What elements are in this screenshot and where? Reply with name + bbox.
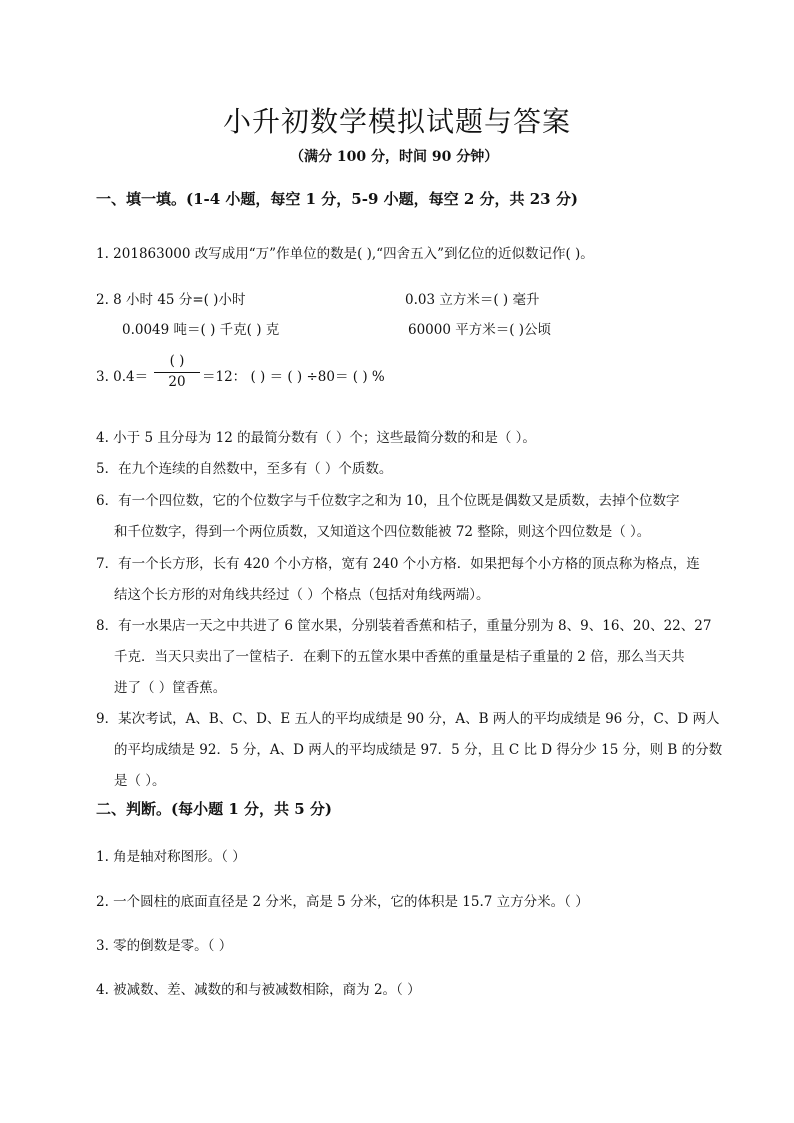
question-2-3: 3. 零的倒数是零。（ ） <box>96 938 233 954</box>
question-1-4: 4. 小于 5 且分母为 12 的最简分数有（ ）个；这些最简分数的和是（ ）。 <box>96 430 536 446</box>
question-1-6a: 6．有一个四位数，它的个位数字与千位数字之和为 10，且个位既是偶数又是质数，去掉个位数字 <box>96 493 680 509</box>
question-2-4: 4. 被减数、差、减数的和与被减数相除，商为 2。（ ） <box>96 982 421 998</box>
question-1-9c: 是（ ）。 <box>114 773 166 789</box>
question-1-5: 5．在九个连续的自然数中，至多有（ ）个质数。 <box>96 461 393 477</box>
question-1-8a: 8．有一水果店一天之中共进了 6 筐水果，分别装着香蕉和桔子，重量分别为 8、9、16、20、22、27 <box>96 618 712 634</box>
question-1-3-right: ＝12： ( ) ＝ ( ) ÷80＝ ( ) % <box>202 369 385 385</box>
question-1-7a: 7．有一个长方形，长有 420 个小方格，宽有 240 个小方格．如果把每个小方格的顶点称为格点，连 <box>96 556 700 572</box>
page-title: 小升初数学模拟试题与答案 <box>222 105 571 138</box>
fraction-bar <box>154 372 200 373</box>
question-1-8b: 千克．当天只卖出了一筐桔子．在剩下的五筐水果中香蕉的重量是桔子重量的 2 倍，那么当天共 <box>114 649 685 665</box>
question-2-2: 2. 一个圆柱的底面直径是 2 分米，高是 5 分米，它的体积是 15.7 立方分米。（ ） <box>96 894 589 910</box>
fraction-denominator: 20 <box>168 374 186 390</box>
fraction-numerator: ( ) <box>169 353 185 369</box>
section2-heading: 二、判断。(每小题 1 分，共 5 分) <box>96 800 332 818</box>
question-1-7b: 结这个长方形的对角线共经过（ ）个格点（包括对角线两端）。 <box>114 587 490 603</box>
question-1-6b: 和千位数字，得到一个两位质数，又知道这个四位数能被 72 整除，则这个四位数是（ ）。 <box>114 524 651 540</box>
question-1-8c: 进了（ ）筐香蕉。 <box>114 680 227 696</box>
question-1-2d: 60000 平方米＝( )公顷 <box>408 322 552 338</box>
page-subtitle: （满分 100 分，时间 90 分钟） <box>290 149 499 165</box>
question-1-9a: 9．某次考试，A、B、C、D、E 五人的平均成绩是 90 分，A、B 两人的平均成绩是 96 分，C、D 两人 <box>96 711 720 727</box>
question-1-1: 1. 201863000 改写成用“万”作单位的数是( ),“四舍五入”到亿位的近似数记作( )。 <box>96 246 594 262</box>
question-1-9b: 的平均成绩是 92．5 分，A、D 两人的平均成绩是 97．5 分，且 C 比 D 得分少 15 分，则 B 的分数 <box>114 742 723 758</box>
question-1-3-left: 3. 0.4＝ <box>96 369 149 385</box>
question-1-2b: 0.03 立方米＝( ) 毫升 <box>405 292 540 308</box>
question-1-3-fraction <box>152 353 202 390</box>
question-2-1: 1. 角是轴对称图形。（ ） <box>96 849 246 865</box>
question-1-2a: 2. 8 小时 45 分=( )小时 <box>96 292 246 308</box>
section1-heading: 一、填一填。(1-4 小题，每空 1 分，5-9 小题，每空 2 分，共 23 分) <box>96 190 578 208</box>
question-1-2c: 0.0049 吨＝( ) 千克( ) 克 <box>122 322 280 338</box>
